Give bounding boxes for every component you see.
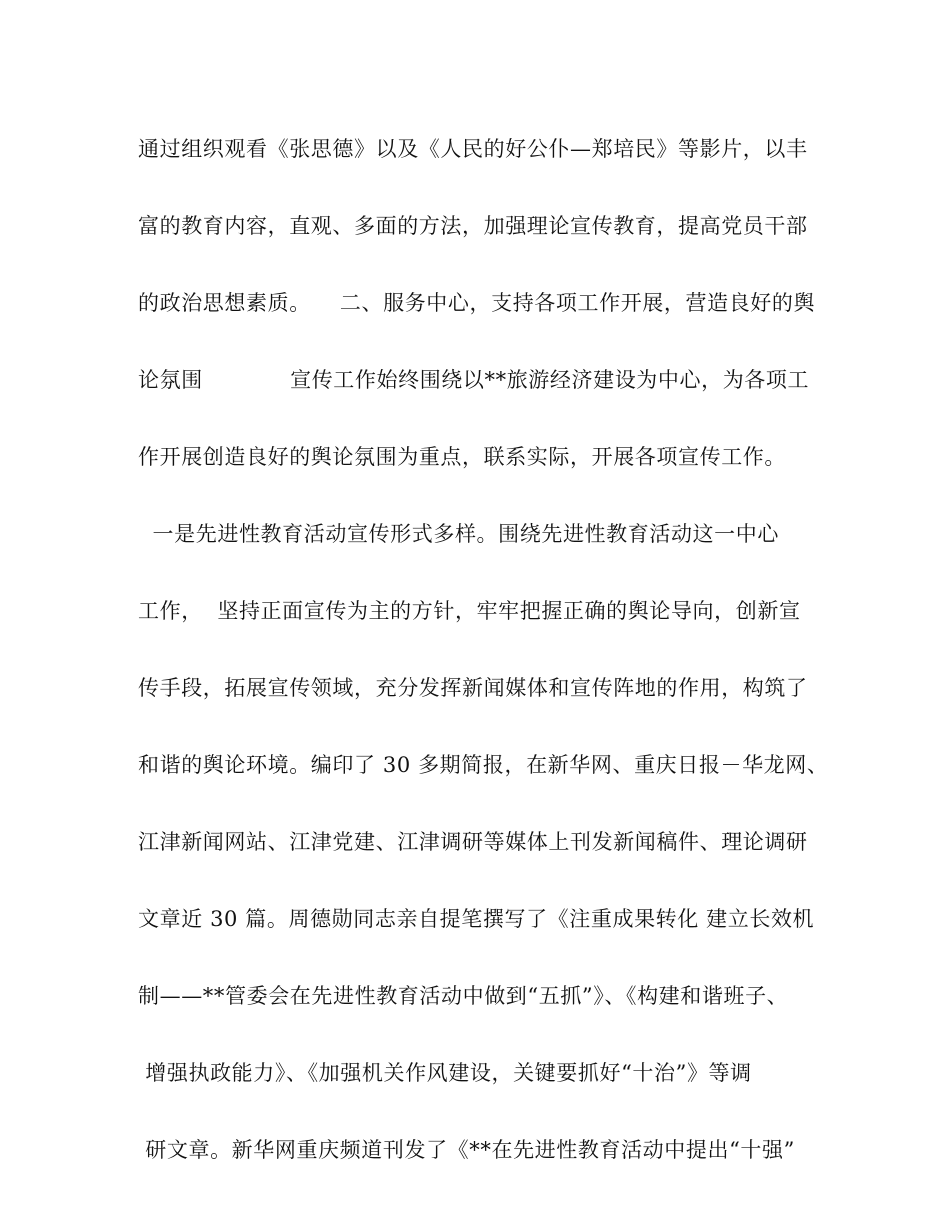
text-line: 一是先进性教育活动宣传形式多样。围绕先进性教育活动这一中心 (138, 522, 779, 546)
text-line: 和谐的舆论环境。编印了 30 多期简报，在新华网、重庆日报－华龙网、 (138, 753, 829, 777)
text-line: 工作， 坚持正面宣传为主的方针，牢牢把握正确的舆论导向，创新宣 (138, 599, 801, 623)
document-body (138, 124, 838, 1202)
text-line: 研文章。新华网重庆频道刊发了《**在先进性教育活动中提出“十强” (138, 1138, 795, 1162)
text-line: 制——**管委会在先进性教育活动中做到“五抓”》、《构建和谐班子、 (138, 984, 789, 1008)
text-line: 通过组织观看《张思德》以及《人民的好公仆—郑培民》等影片，以丰 (138, 137, 808, 161)
text-line: 江津新闻网站、江津党建、江津调研等媒体上刊发新闻稿件、理论调研 (138, 830, 808, 854)
text-line: 作开展创造良好的舆论氛围为重点，联系实际，开展各项宣传工作。 (138, 445, 786, 469)
text-line: 富的教育内容，直观、多面的方法，加强理论宣传教育，提高党员干部 (138, 214, 808, 238)
text-line: 论氛围 宣传工作始终围绕以**旅游经济建设为中心，为各项工 (138, 368, 810, 392)
text-line: 文章近 30 篇。周德勋同志亲自提笔撰写了《注重成果转化 建立长效机 (138, 907, 815, 931)
text-line: 的政治思想素质。 二、服务中心，支持各项工作开展，营造良好的舆 (138, 291, 816, 315)
text-line: 增强执政能力》、《加强机关作风建设，关键要抓好“十治”》等调 (138, 1061, 752, 1085)
text-line: 传手段，拓展宣传领域，充分发挥新闻媒体和宣传阵地的作用，构筑了 (138, 676, 808, 700)
